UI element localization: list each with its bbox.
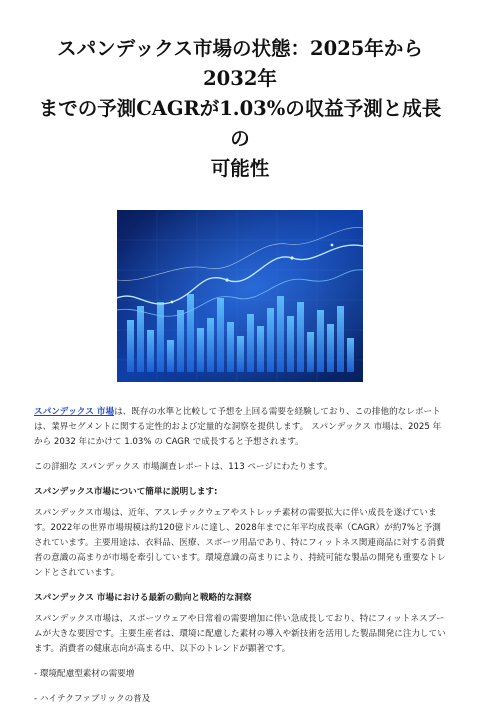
report-pages-paragraph: この詳細な スパンデックス 市場調査レポートは、113 ページにわたります。 — [34, 462, 333, 472]
section2-heading: スパンデックス 市場における最新の動向と戦略的な洞察 — [34, 593, 252, 603]
bullet-item: - 環境配慮型素材の需要増 — [34, 669, 135, 679]
intro-paragraph — [34, 405, 446, 450]
bullet-item: - ハイテクファブリックの普及 — [34, 694, 151, 704]
section1-body: スパンデックス市場は、近年、アスレチックウェアやストレッチ素材の需要拡大に伴い成長を遂げています。2022年の世界市場規模は約120億ドルに達し、2028年までに年平均成長率（CAGR）が約7%と予測されています。主要用途は、衣料品、医療、スポーツ用品であり、特にフィットネス関連商品に対する消費者の意識の高まりが市場を牽引しています。環境意識の高まりにより、持続可能な製品の開発も重要なトレンドとされています。 — [34, 508, 446, 578]
title-line-1: スパンデックス市場の状態：2025年から2032年 — [57, 37, 423, 90]
article-body — [34, 405, 446, 707]
section1-heading: スパンデックス市場について簡単に説明します: — [34, 487, 218, 497]
market-link[interactable]: スパンデックス 市場 — [34, 407, 115, 417]
title-line-2: までの予測CAGRが1.03%の収益予測と成長の — [38, 97, 442, 150]
hero-image — [117, 210, 363, 382]
intro-text: は、既存の水準と比較して予想を上回る需要を経験しており、この排他的なレポートは、業界セグメントに関する定性的および定量的な洞察を提供します。 スパンデックス 市場は、2025 年から 2032 年にかけて 1.03% の CAGR で成長すると予想されます。 — [34, 407, 442, 447]
title-line-3: 可能性 — [210, 157, 270, 180]
page-title — [34, 0, 446, 184]
section2-body: スパンデックス市場は、スポーツウェアや日常着の需要増加に伴い急成長しており、特にフィットネスブームが大きな要因です。主要生産者は、環境に配慮した素材の導入や新技術を活用した製品開発に注力しています。消費者の健康志向が高まる中、以下のトレンドが顕著です。 — [34, 614, 446, 654]
